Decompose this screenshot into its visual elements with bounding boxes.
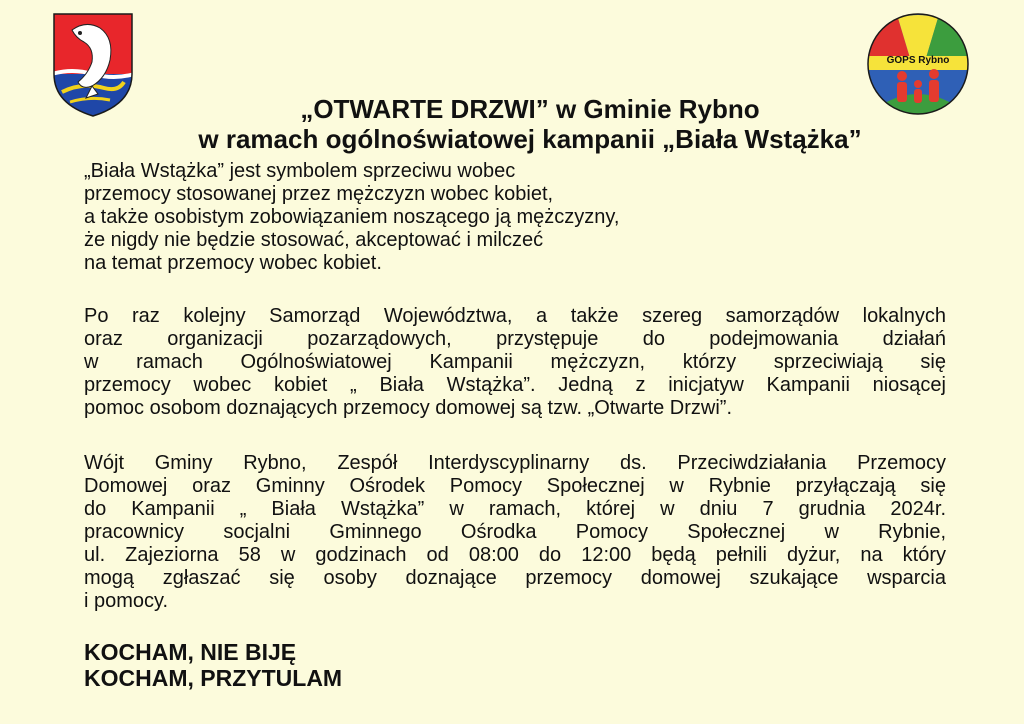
page-title-line2: w ramach ogólnoświatowej kampanii „Biała Wstążka” <box>198 124 862 154</box>
paragraph-line: w ramach Ogólnoświatowej Kampanii mężczyzn, którzy sprzeciwiają się <box>84 351 946 373</box>
slogan-line1: KOCHAM, NIE BIJĘ <box>84 639 297 665</box>
paragraph-line: Po raz kolejny Samorząd Województwa, a także szereg samorządów lokalnych <box>84 305 946 327</box>
page-title-line1: „OTWARTE DRZWI” w Gminie Rybno <box>300 94 760 124</box>
paragraph-line: oraz organizacji pozarządowych, przystępuje do podejmowania działań <box>84 328 946 350</box>
paragraph-line: mogą zgłaszać się osoby doznające przemocy domowej szukające wsparcia <box>84 567 946 589</box>
paragraph-duty-info <box>84 452 946 613</box>
intro-line: przemocy stosowanej przez mężczyzn wobec kobiet, <box>84 183 554 205</box>
gops-logo-label: GOPS Rybno <box>886 55 950 66</box>
paragraph-line: przemocy wobec kobiet „ Biała Wstążka”. Jedną z inicjatyw Kampanii niosącej <box>84 374 946 396</box>
slogan-line2: KOCHAM, PRZYTULAM <box>84 665 343 691</box>
intro-line: że nigdy nie będzie stosować, akceptować i milczeć <box>84 229 544 251</box>
paragraph-line: i pomocy. <box>84 590 169 612</box>
paragraph-line: pracownicy socjalni Gminnego Ośrodka Pomocy Społecznej w Rybnie, <box>84 521 946 543</box>
paragraph-line: do Kampanii „ Biała Wstążka” w ramach, której w dniu 7 grudnia 2024r. <box>84 498 946 520</box>
paragraph-campaign <box>84 305 946 420</box>
paragraph-line: ul. Zajeziorna 58 w godzinach od 08:00 do 12:00 będą pełnili dyżur, na który <box>84 544 946 566</box>
intro-line: na temat przemocy wobec kobiet. <box>84 252 382 274</box>
rybno-coat-of-arms-logo <box>52 12 134 118</box>
intro-line: „Biała Wstążka” jest symbolem sprzeciwu wobec <box>84 160 516 182</box>
paragraph-line: Domowej oraz Gminny Ośrodek Pomocy Społecznej w Rybnie przyłączają się <box>84 475 946 497</box>
paragraph-line: pomoc osobom doznających przemocy domowej są tzw. „Otwarte Drzwi”. <box>84 397 733 419</box>
intro-line: a także osobistym zobowiązaniem noszącego ją mężczyzny, <box>84 206 620 228</box>
paragraph-line: Wójt Gminy Rybno, Zespół Interdyscyplinarny ds. Przeciwdziałania Przemocy <box>84 452 946 474</box>
intro-text <box>84 160 619 275</box>
